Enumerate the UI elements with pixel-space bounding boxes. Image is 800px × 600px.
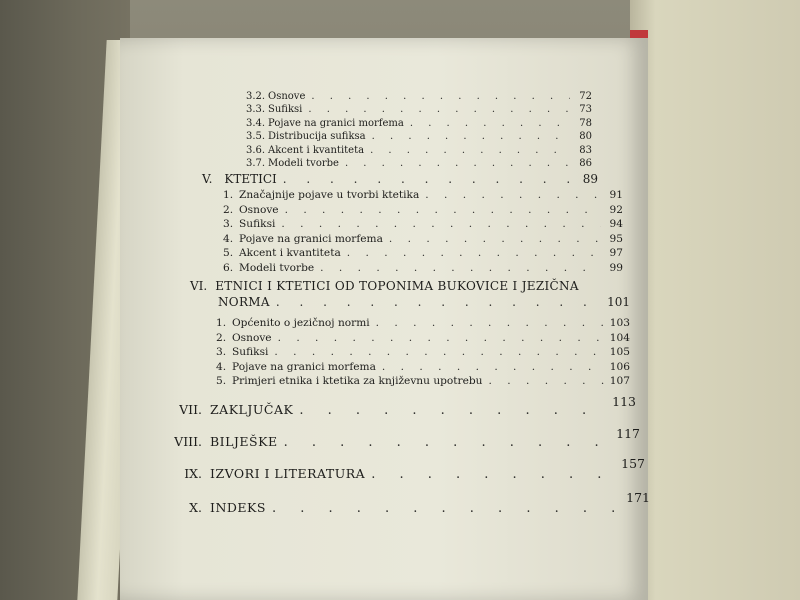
chapter-title: IZVORI I LITERATURA: [210, 466, 366, 481]
item-page: 91: [609, 189, 623, 201]
page-edges-right: [630, 0, 800, 600]
leader-dots: [302, 103, 570, 116]
chapter-roman: IX.: [184, 466, 202, 481]
chapter-page: 171: [626, 490, 650, 505]
item-page: 94: [609, 218, 623, 231]
item-title: Distribucija sufiksa: [268, 131, 366, 143]
leader-dots: [272, 331, 606, 346]
chapter-page: 157: [621, 456, 645, 471]
chapter-page: 117: [616, 426, 640, 441]
item-number: 5.: [223, 247, 234, 260]
chapter6-items: [216, 316, 630, 389]
item-number: 2.: [223, 203, 234, 216]
leader-dots: [314, 261, 601, 276]
leader-dots: [277, 172, 576, 186]
chapter-heading: [160, 394, 636, 418]
chapter-roman: X.: [189, 500, 202, 515]
chapter-heading: [160, 456, 645, 482]
leader-dots: [366, 130, 570, 143]
leader-dots: [293, 403, 608, 418]
leader-dots: [266, 501, 622, 516]
item-number: 3.5.: [246, 131, 266, 143]
chapter-heading: [160, 426, 640, 450]
item-title: Modeli tvorbe: [268, 157, 339, 169]
item-number: 1.: [223, 189, 234, 201]
toc-row: [223, 232, 623, 247]
item-number: 6.: [223, 261, 234, 274]
toc-row: [223, 246, 623, 261]
item-page: 107: [609, 375, 630, 388]
item-title: Pojave na granici morfema: [232, 360, 376, 373]
item-number: 4.: [223, 232, 234, 245]
item-page: 73: [579, 104, 592, 116]
chapter-title: BILJEŠKE: [210, 434, 278, 449]
item-title: Sufiksi: [239, 218, 276, 231]
item-number: 3.4.: [246, 117, 266, 129]
item-title: Modeli tvorbe: [239, 261, 315, 274]
item-number: 3.2.: [246, 91, 266, 102]
table-of-contents: [120, 38, 648, 600]
item-page: 105: [609, 346, 630, 359]
book-page: [120, 38, 648, 600]
toc-row: [246, 117, 592, 130]
item-page: 104: [609, 331, 630, 344]
chapter-page: 113: [612, 394, 636, 409]
chapter-page: 89: [582, 172, 598, 186]
item-title: Akcent i kvantiteta: [239, 247, 341, 260]
leader-dots: [278, 435, 613, 450]
item-number: 5.: [216, 375, 227, 388]
item-title: Značajnije pojave u tvorbi ktetika: [239, 189, 420, 201]
leader-dots: [419, 188, 601, 203]
item-page: 78: [579, 117, 592, 129]
item-title: Akcent i kvantiteta: [268, 144, 365, 156]
chapter-heading: [190, 278, 630, 310]
leader-dots: [364, 144, 570, 157]
toc-row: [246, 103, 592, 116]
toc-row: [216, 345, 630, 360]
chapter-title: ZAKLJUČAK: [210, 402, 294, 417]
toc-row: [246, 144, 592, 157]
item-number: 3.: [223, 218, 234, 231]
leader-dots: [365, 467, 617, 482]
chapter-roman: VI.: [190, 279, 208, 293]
item-title: Osnove: [239, 203, 279, 216]
chapter-heading: [160, 490, 650, 516]
toc-row: [223, 188, 623, 203]
section3-subitems: [246, 90, 592, 170]
item-title: Primjeri etnika i ktetika za književnu upotrebu: [232, 375, 483, 388]
chapter-title: KTETICI: [224, 172, 277, 186]
item-title: Općenito o jezičnoj normi: [232, 317, 370, 329]
item-title: Sufiksi: [268, 104, 303, 116]
item-number: 3.6.: [246, 144, 266, 156]
chapter-title-line2: NORMA: [218, 295, 270, 309]
item-page: 72: [579, 91, 592, 102]
item-page: 99: [609, 261, 623, 274]
item-title: Osnove: [232, 331, 272, 344]
item-number: 3.3.: [246, 104, 266, 116]
chapter-roman: VIII.: [174, 434, 202, 449]
item-number: 3.7.: [246, 157, 266, 169]
leader-dots: [383, 232, 601, 247]
item-page: 86: [579, 157, 592, 169]
item-page: 80: [579, 131, 592, 143]
leader-dots: [341, 246, 601, 261]
toc-row: [223, 203, 623, 218]
item-title: Pojave na granici morfema: [239, 232, 383, 245]
leader-dots: [404, 117, 570, 130]
chapter-title-line1: ETNICI I KTETICI OD TOPONIMA BUKOVICE I JEZIČNA: [215, 279, 579, 293]
chapter-heading: [202, 172, 598, 186]
item-page: 83: [579, 144, 592, 156]
toc-row: [216, 360, 630, 375]
leader-dots: [376, 360, 606, 375]
item-title: Sufiksi: [232, 346, 269, 359]
chapter-title: INDEKS: [210, 500, 266, 515]
item-number: 1.: [216, 317, 227, 329]
item-title: Pojave na granici morfema: [268, 117, 404, 129]
item-page: 103: [609, 317, 630, 329]
item-number: 3.: [216, 346, 227, 359]
toc-row: [246, 90, 592, 103]
chapter-roman: V.: [202, 172, 213, 186]
chapter-roman: VII.: [179, 402, 202, 417]
item-number: 4.: [216, 360, 227, 373]
item-title: Osnove: [268, 91, 306, 102]
chapter-page: 101: [607, 295, 630, 309]
item-page: 106: [609, 360, 630, 373]
leader-dots: [275, 217, 601, 232]
toc-row: [216, 331, 630, 346]
item-page: 95: [609, 232, 623, 245]
toc-row: [223, 261, 623, 276]
toc-row: [246, 157, 592, 170]
chapter5-items: [223, 188, 623, 276]
leader-dots: [270, 294, 603, 310]
leader-dots: [370, 316, 606, 331]
toc-row: [216, 316, 630, 331]
toc-row: [216, 374, 630, 389]
item-page: 97: [609, 247, 623, 260]
toc-row: [246, 130, 592, 143]
leader-dots: [279, 203, 601, 218]
item-number: 2.: [216, 331, 227, 344]
toc-row: [223, 217, 623, 232]
leader-dots: [305, 90, 570, 103]
leader-dots: [268, 345, 605, 360]
leader-dots: [339, 157, 570, 170]
leader-dots: [483, 374, 606, 389]
item-page: 92: [609, 203, 623, 216]
